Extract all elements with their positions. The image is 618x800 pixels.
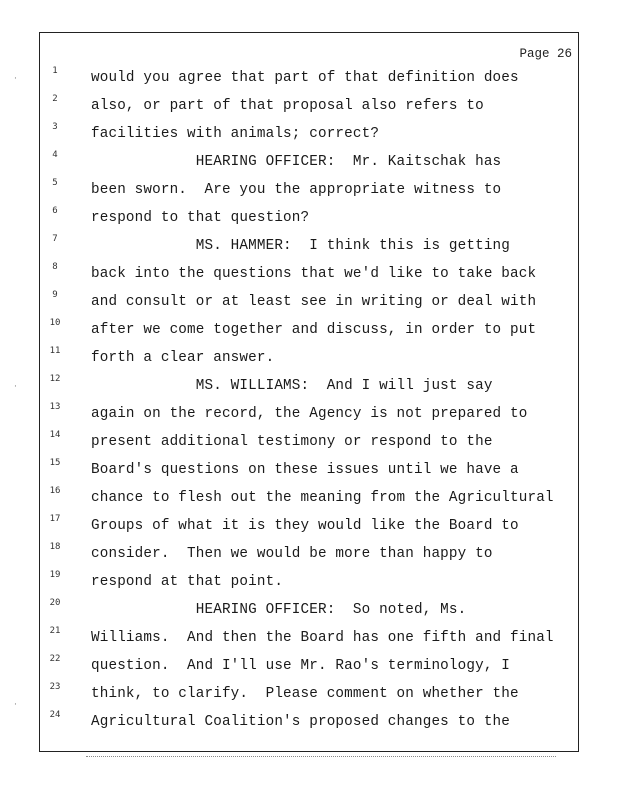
line-number: 5 (52, 178, 58, 188)
transcript-line: also, or part of that proposal also refers to (91, 98, 484, 114)
line-number: 7 (52, 234, 58, 244)
line-number: 12 (49, 374, 61, 384)
line-number: 11 (49, 346, 61, 356)
transcript-line: MS. HAMMER: I think this is getting (91, 238, 511, 254)
line-number: 9 (52, 290, 58, 300)
margin-mark: · (14, 382, 17, 392)
line-number: 13 (49, 402, 61, 412)
transcript-line: been sworn. Are you the appropriate witness to (91, 182, 502, 198)
transcript-line: after we come together and discuss, in order to put (91, 322, 537, 338)
line-number: 1 (52, 66, 58, 76)
transcript-line: think, to clarify. Please comment on whether the (91, 686, 519, 702)
transcript-line: again on the record, the Agency is not prepared to (91, 406, 528, 422)
transcript-line: facilities with animals; correct? (91, 126, 380, 142)
line-number: 2 (52, 94, 58, 104)
transcript-line: respond at that point. (91, 574, 284, 590)
transcript-line: question. And I'll use Mr. Rao's terminology, I (91, 658, 511, 674)
line-number: 23 (49, 682, 61, 692)
bottom-dotted-rule (86, 756, 556, 757)
line-number: 10 (49, 318, 61, 328)
line-number: 20 (49, 598, 61, 608)
transcript-line: Williams. And then the Board has one fifth and final (91, 630, 554, 646)
transcript-line: Groups of what it is they would like the Board to (91, 518, 519, 534)
line-number: 18 (49, 542, 61, 552)
line-number: 17 (49, 514, 61, 524)
line-number: 16 (49, 486, 61, 496)
line-number: 21 (49, 626, 61, 636)
margin-mark: · (14, 700, 17, 710)
page-number: Page 26 (519, 47, 572, 61)
transcript-line: Board's questions on these issues until we have a (91, 462, 519, 478)
line-number: 3 (52, 122, 58, 132)
margin-mark: · (14, 74, 17, 84)
transcript-line: forth a clear answer. (91, 350, 275, 366)
transcript-line: would you agree that part of that definition does (91, 70, 519, 86)
line-number: 14 (49, 430, 61, 440)
line-number: 22 (49, 654, 61, 664)
line-number: 6 (52, 206, 58, 216)
line-number: 19 (49, 570, 61, 580)
transcript-line: MS. WILLIAMS: And I will just say (91, 378, 493, 394)
transcript-line: back into the questions that we'd like to take back (91, 266, 537, 282)
transcript-line: HEARING OFFICER: So noted, Ms. (91, 602, 467, 618)
transcript-line: HEARING OFFICER: Mr. Kaitschak has (91, 154, 502, 170)
transcript-line: respond to that question? (91, 210, 310, 226)
line-number: 8 (52, 262, 58, 272)
line-number: 4 (52, 150, 58, 160)
transcript-line: and consult or at least see in writing or deal with (91, 294, 537, 310)
transcript-line: consider. Then we would be more than happy to (91, 546, 493, 562)
transcript-line: present additional testimony or respond to the (91, 434, 493, 450)
line-number: 15 (49, 458, 61, 468)
line-number: 24 (49, 710, 61, 720)
transcript-line: Agricultural Coalition's proposed changes to the (91, 714, 511, 730)
transcript-line: chance to flesh out the meaning from the Agricultural (91, 490, 554, 506)
